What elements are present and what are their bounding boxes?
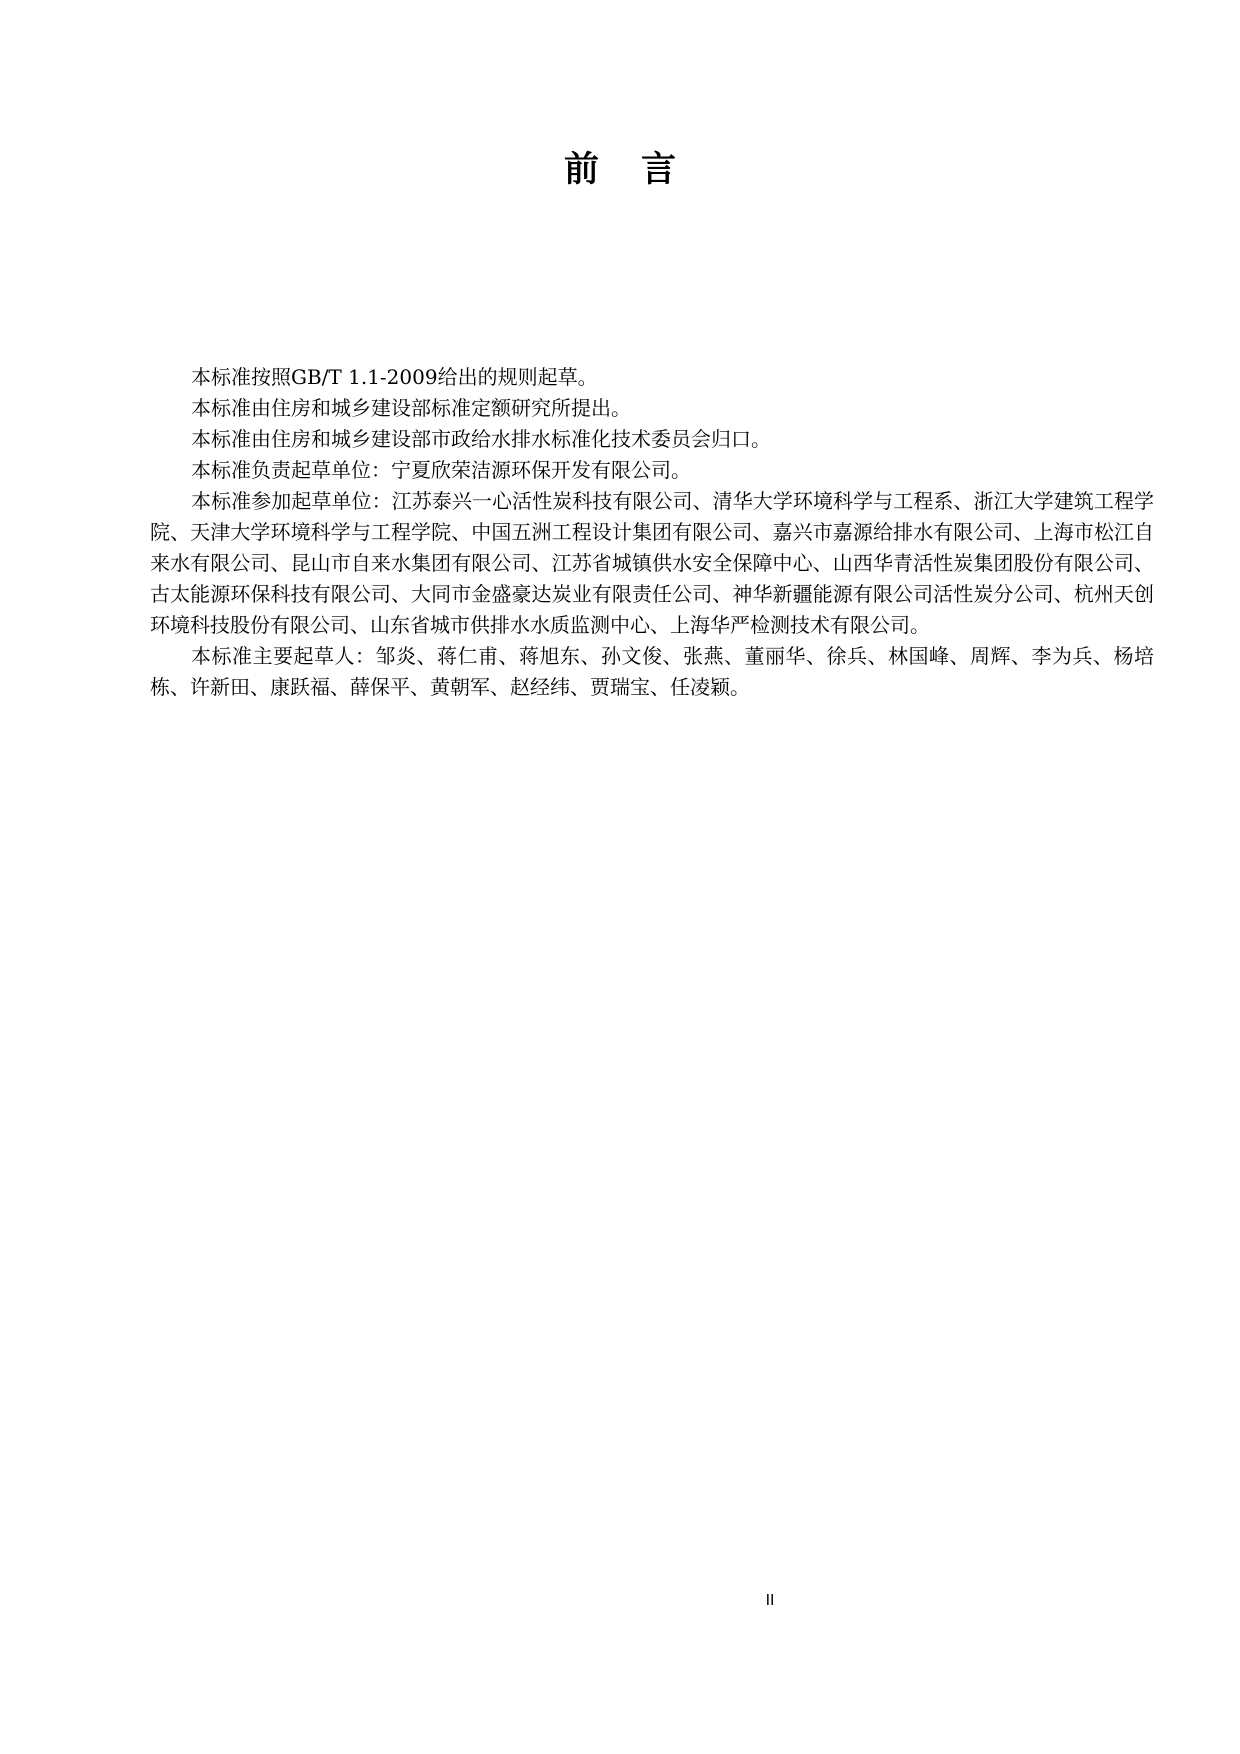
paragraph-lead-drafter: 本标准负责起草单位：宁夏欣荣洁源环保开发有限公司。 bbox=[191, 458, 691, 482]
page-number: II bbox=[765, 1591, 775, 1609]
paragraph-participating-units: 本标准参加起草单位：江苏泰兴一心活性炭科技有限公司、清华大学环境科学与工程系、浙江大学建筑工程学院、天津大学环境科学与工程学院、中国五洲工程设计集团有限公司、嘉兴市嘉源给排水有限公司、上海市松江自来水有限公司、昆山市自来水集团有限公司、江苏省城镇供水安全保障中心、山西华青活性炭集团股份有限公司、古太能源环保科技有限公司、大同市金盛豪达炭业有限责任公司、神华新疆能源有限公司活性炭分公司、杭州天创环境科技股份有限公司、山东省城市供排水水质监测中心、上海华严检测技术有限公司。 bbox=[150, 489, 1154, 637]
paragraph-drafting-rules: 本标准按照GB/T 1.1-2009给出的规则起草。 bbox=[191, 365, 598, 389]
paragraph-proposer: 本标准由住房和城乡建设部标准定额研究所提出。 bbox=[191, 396, 631, 420]
paragraph-main-drafters: 本标准主要起草人：邹炎、蒋仁甫、蒋旭东、孙文俊、张燕、董丽华、徐兵、林国峰、周辉、李为兵、杨培栋、许新田、康跃福、薛保平、黄朝军、赵经纬、贾瑞宝、任凌颖。 bbox=[150, 644, 1154, 699]
page-title: 前言 bbox=[563, 150, 718, 190]
paragraph-committee: 本标准由住房和城乡建设部市政给水排水标准化技术委员会归口。 bbox=[191, 427, 771, 451]
foreword-body bbox=[150, 362, 1154, 703]
